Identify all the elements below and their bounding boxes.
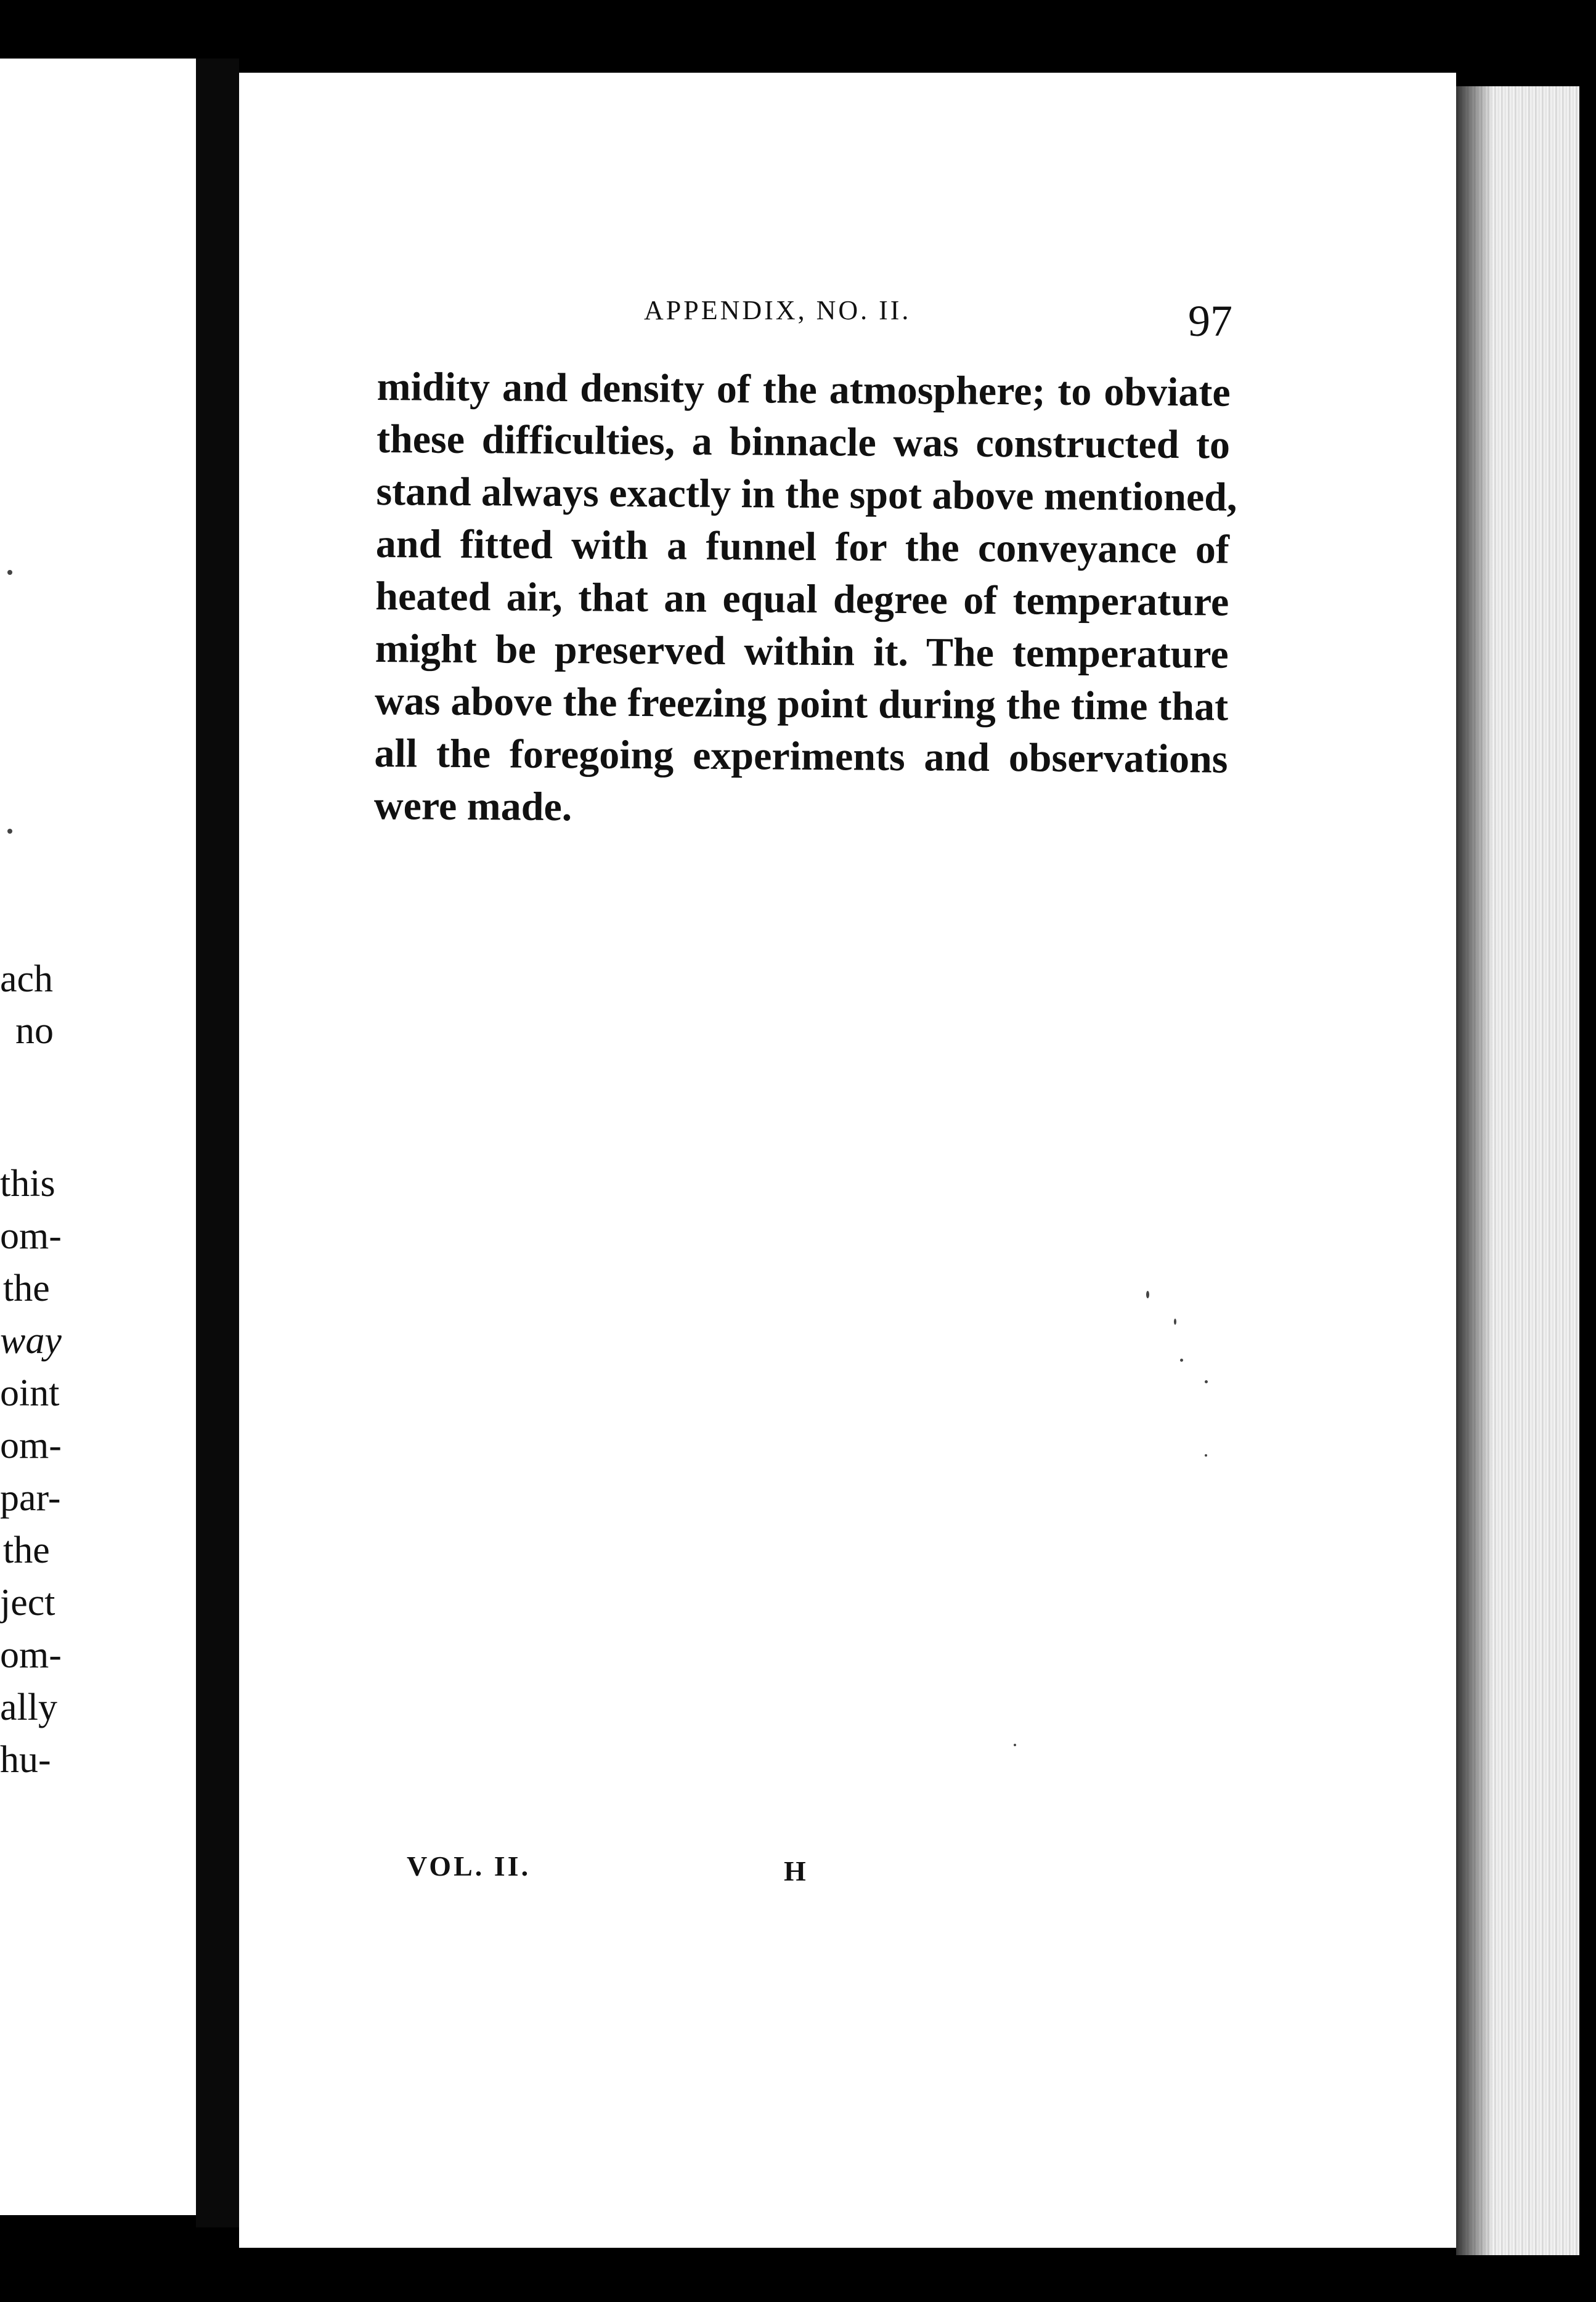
text-line: these difficulties, a binnacle was constructed to — [376, 416, 1231, 468]
facing-page-fragment: ject — [0, 1582, 55, 1624]
facing-page-fragment: no — [15, 1010, 54, 1052]
page-number: 97 — [1188, 296, 1232, 346]
facing-page-fragment: way — [0, 1320, 62, 1362]
scan-speck — [1205, 1380, 1208, 1383]
scan-speck — [1180, 1359, 1183, 1362]
text-line: stand always exactly in the spot above mentioned, — [376, 468, 1237, 520]
facing-page-fragment: ally — [0, 1686, 57, 1728]
text-line: was above the freezing point during the time that — [374, 678, 1229, 730]
text-line: might be preserved within it. The temperature — [375, 625, 1229, 677]
running-head: APPENDIX, NO. II. — [644, 295, 911, 325]
text-line: all the foregoing experiments and observations — [374, 730, 1228, 782]
facing-page-fragment: ach — [0, 958, 54, 1000]
scan-speck — [1146, 1291, 1149, 1298]
facing-page-fragment: par- — [0, 1477, 61, 1519]
scan-speck — [7, 829, 12, 834]
book-gutter — [196, 59, 239, 2227]
facing-page-fragment: oint — [0, 1372, 60, 1414]
scan-speck — [1174, 1319, 1176, 1325]
text-line: were made. — [373, 783, 572, 830]
text-line: midity and density of the atmosphere; to obviate — [377, 364, 1231, 415]
signature-letter: H — [784, 1855, 806, 1887]
scan-speck — [1014, 1744, 1016, 1746]
signature-mark: VOL. II. — [407, 1850, 531, 1882]
facing-page-fragment: hu- — [0, 1739, 51, 1781]
facing-page — [0, 59, 196, 2215]
scan-speck — [7, 570, 12, 575]
scan-speck — [1205, 1454, 1207, 1457]
facing-page-fragment: the — [3, 1267, 50, 1309]
facing-page-fragment: the — [3, 1529, 50, 1571]
facing-page-fragment: this — [0, 1163, 55, 1205]
body-paragraph — [373, 360, 1237, 838]
facing-page-fragment: om- — [0, 1215, 62, 1257]
text-line: heated air, that an equal degree of temperature — [375, 573, 1229, 625]
facing-page-fragment: om- — [0, 1634, 62, 1676]
facing-page-fragment: om- — [0, 1425, 62, 1466]
page-edges — [1456, 86, 1579, 2255]
text-line: and fitted with a funnel for the conveyance of — [375, 521, 1230, 572]
